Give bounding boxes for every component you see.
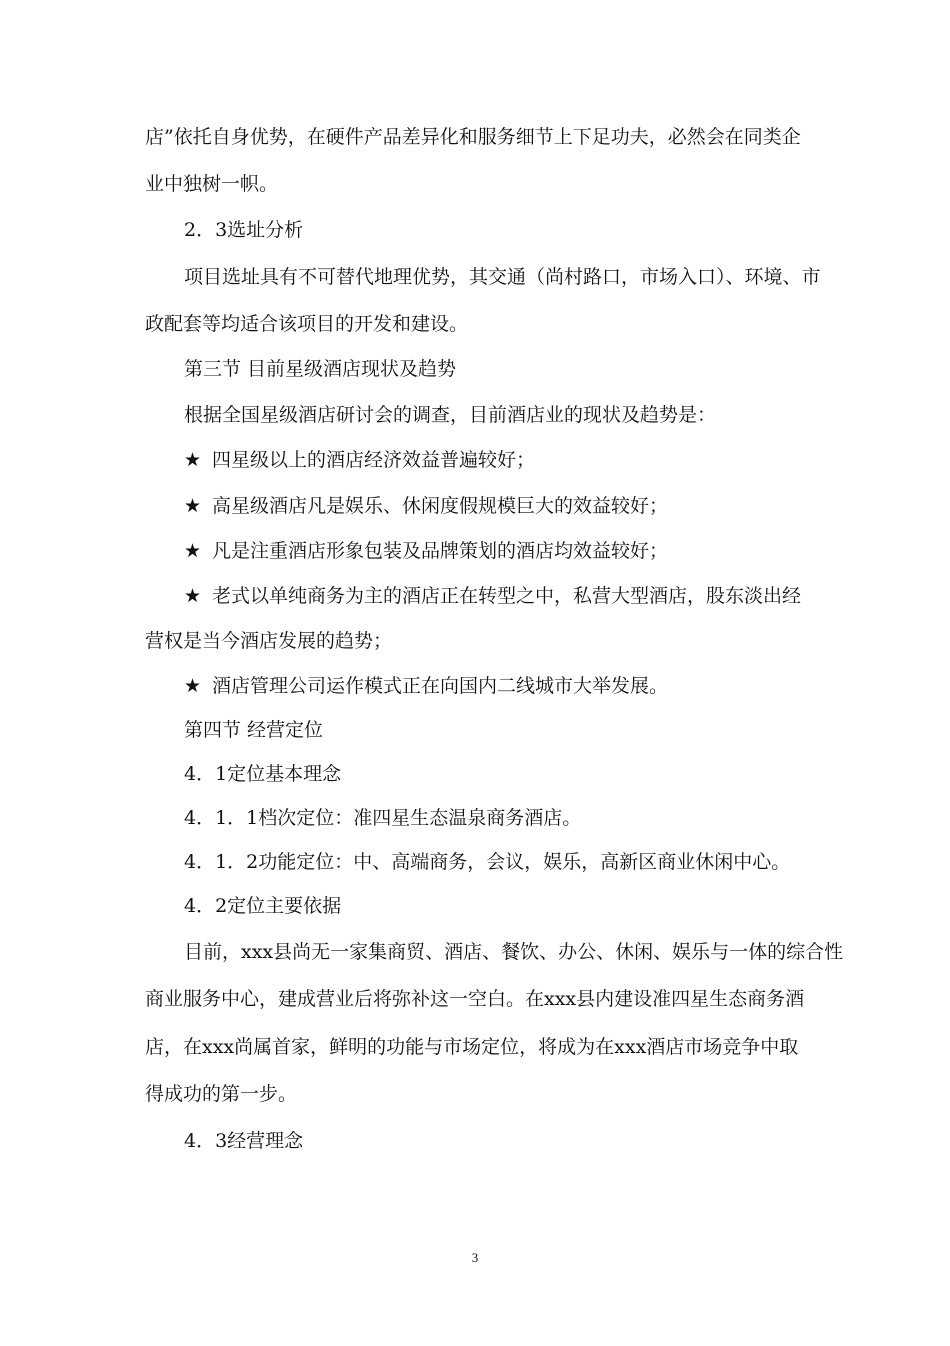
paragraph-line: 目前，xxx县尚无一家集商贸、酒店、餐饮、办公、休闲、娱乐与一体的综合性: [184, 941, 844, 963]
paragraph-line: 4．1．1档次定位：准四星生态温泉商务酒店。: [184, 807, 582, 829]
paragraph-line: 4．1．2功能定位：中、高端商务，会议，娱乐，高新区商业休闲中心。: [184, 851, 791, 873]
bullet-text: 高星级酒店凡是娱乐、休闲度假规模巨大的效益较好；: [212, 495, 669, 517]
bullet-item: [184, 448, 535, 472]
bullet-item: [184, 584, 801, 608]
section-heading: 2．3选址分析: [184, 219, 304, 241]
bullet-text: 凡是注重酒店形象包装及品牌策划的酒店均效益较好；: [212, 540, 669, 562]
paragraph-line: 政配套等均适合该项目的开发和建设。: [145, 313, 469, 335]
star-icon: ★: [184, 449, 202, 471]
paragraph-line: 营权是当今酒店发展的趋势；: [145, 630, 393, 652]
paragraph-line: 店，在xxx尚属首家，鲜明的功能与市场定位，将成为在xxx酒店市场竞争中取: [145, 1036, 799, 1058]
section-heading: 第四节 经营定位: [184, 719, 324, 741]
star-icon: ★: [184, 585, 202, 607]
paragraph-line: 项目选址具有不可替代地理优势，其交通（尚村路口，市场入口）、环境、市: [184, 266, 821, 288]
page-number: 3: [471, 1250, 479, 1265]
bullet-item: [184, 674, 668, 698]
paragraph-line: 业中独树一帜。: [145, 173, 279, 195]
star-icon: ★: [184, 495, 202, 517]
paragraph-line: 得成功的第一步。: [145, 1083, 298, 1105]
subsection-heading: 4．3经营理念: [184, 1130, 304, 1152]
subsection-heading: 4．2定位主要依据: [184, 895, 342, 917]
bullet-text: 老式以单纯商务为主的酒店正在转型之中，私营大型酒店，股东淡出经: [212, 585, 802, 607]
bullet-text: 四星级以上的酒店经济效益普遍较好；: [212, 449, 536, 471]
bullet-text: 酒店管理公司运作模式正在向国内二线城市大举发展。: [212, 675, 669, 697]
star-icon: ★: [184, 540, 202, 562]
paragraph-line: 店”依托自身优势，在硬件产品差异化和服务细节上下足功夫，必然会在同类企: [145, 126, 801, 148]
star-icon: ★: [184, 675, 202, 697]
paragraph-line: 商业服务中心，建成营业后将弥补这一空白。在xxx县内建设准四星生态商务酒: [145, 988, 805, 1010]
bullet-item: [184, 494, 668, 518]
paragraph-line: 根据全国星级酒店研讨会的调查，目前酒店业的现状及趋势是：: [184, 404, 717, 426]
subsection-heading: 4．1定位基本理念: [184, 763, 342, 785]
bullet-item: [184, 539, 668, 563]
section-heading: 第三节 目前星级酒店现状及趋势: [184, 358, 457, 380]
